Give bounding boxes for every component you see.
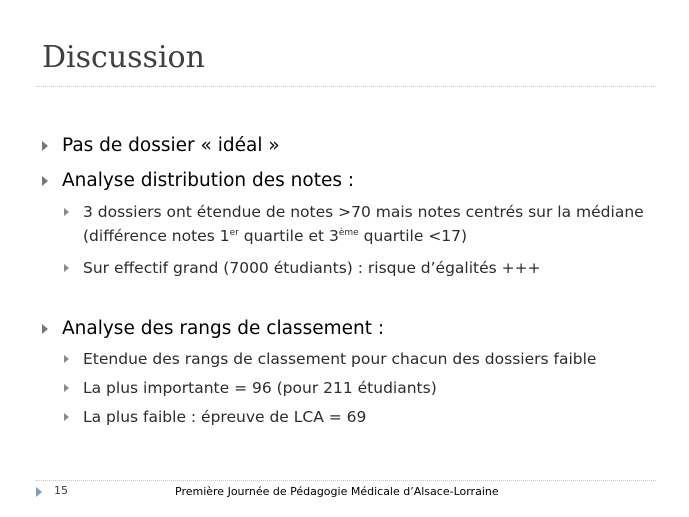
sub-bullet-item bbox=[64, 405, 366, 429]
footer-text: Première Journée de Pédagogie Médicale d’Alsace-Lorraine bbox=[175, 485, 499, 498]
bullet-text: Analyse des rangs de classement : bbox=[62, 318, 385, 339]
bullet-arrow-icon bbox=[42, 141, 48, 151]
bullet-arrow-icon bbox=[42, 324, 48, 334]
sub-bullet-item bbox=[64, 376, 437, 400]
bullet-arrow-icon bbox=[64, 384, 69, 392]
sub-bullet-text: La plus faible : épreuve de LCA = 69 bbox=[83, 408, 367, 426]
sub-bullet-item bbox=[64, 256, 541, 280]
footer-divider bbox=[36, 480, 656, 481]
page-number: 15 bbox=[54, 484, 68, 497]
sub-bullet-text: La plus importante = 96 (pour 211 étudiants) bbox=[83, 379, 437, 397]
slide-title: Discussion bbox=[42, 40, 205, 75]
bullet-item bbox=[42, 170, 354, 192]
bullet-arrow-icon bbox=[42, 176, 48, 186]
sub-bullet-item bbox=[64, 347, 596, 371]
bullet-arrow-icon bbox=[64, 208, 69, 216]
bullet-text: Analyse distribution des notes : bbox=[62, 170, 355, 191]
sub-bullet-text: Sur effectif grand (7000 étudiants) : risque d’égalités +++ bbox=[83, 259, 541, 277]
sub-bullet-text: 3 dossiers ont étendue de notes >70 mais notes centrés sur la médiane (différence notes 1er quartile et 3ème quartile <17) bbox=[83, 203, 644, 245]
bullet-arrow-icon bbox=[64, 355, 69, 363]
bullet-item bbox=[42, 135, 280, 157]
title-divider bbox=[36, 86, 656, 87]
bullet-arrow-icon bbox=[64, 413, 69, 421]
bullet-text: Pas de dossier « idéal » bbox=[62, 135, 280, 156]
footer-arrow-icon bbox=[36, 487, 42, 497]
sub-bullet-item bbox=[64, 200, 644, 248]
bullet-item bbox=[42, 318, 384, 340]
sub-bullet-text: Etendue des rangs de classement pour chacun des dossiers faible bbox=[83, 350, 597, 368]
bullet-arrow-icon bbox=[64, 264, 69, 272]
